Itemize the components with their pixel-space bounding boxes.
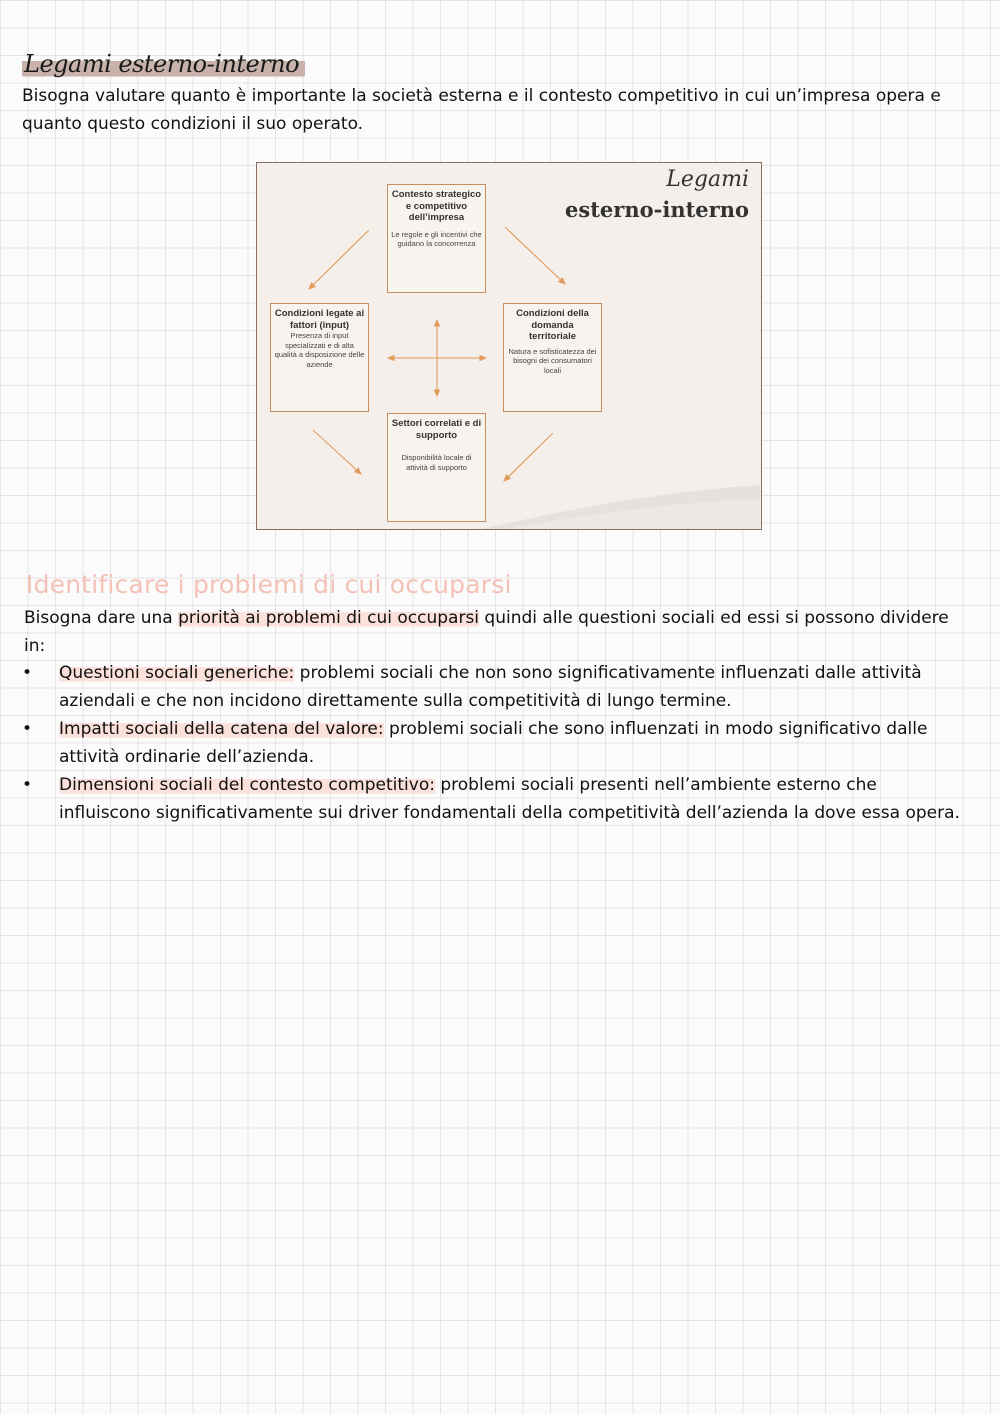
box-contesto-strategico [387,184,486,293]
section2-intro [24,604,964,660]
section-title-identificare: Identificare i problemi di cui occuparsi [26,570,512,599]
box-condizioni-fattori [270,303,369,412]
diagram-figure [256,162,762,530]
arrow-left-to-bottom [313,430,361,474]
diagram-title-line1: Legami [666,167,749,192]
arrow-top-to-right [505,227,565,284]
section-title-text: Legami esterno-interno [22,50,305,78]
list-item [24,715,964,771]
box-settori-correlati [387,413,486,522]
intro-text-after: quindi alle questioni sociali ed essi si possono dividere in: [24,608,949,656]
box-condizioni-domanda [503,303,602,412]
box-title: Condizioni legate ai fattori (input) [274,308,365,331]
intro-text-before: Bisogna dare una [24,608,179,628]
list-item [24,659,964,715]
list-item-term: Impatti sociali della catena del valore: [59,719,384,739]
box-description: Natura e sofisticatezza dei bisogni dei consumatori locali [508,346,597,375]
box-description: Disponibilità locale di attività di supporto [401,453,472,472]
list-item-text: problemi sociali che sono influenzati in modo significativo dalle attività ordinarie dell’azienda. [59,719,928,767]
section-title-legami [22,50,305,78]
box-title: Settori correlati e di supporto [391,418,482,441]
intro-highlight: priorità ai problemi di cui occuparsi [178,608,480,628]
arrow-top-to-left [309,230,369,289]
intro-paragraph: Bisogna valutare quanto è importante la società esterna e il contesto competitivo in cui un’impresa opera e quanto questo condizioni il suo operato. [22,86,941,134]
list-item-text: problemi sociali che non sono significativamente influenzati dalle attività aziendali e che non incidono direttamente sulla competitività di lungo termine. [59,663,922,711]
list-item-term: Questioni sociali generiche: [59,663,295,683]
box-description: Presenza di input specializzati e di alta qualità a disposizione delle aziende [274,331,365,369]
arrow-right-to-bottom [504,433,553,481]
issue-type-list [24,659,964,827]
list-item-text: problemi sociali presenti nell’ambiente esterno che influiscono significativamente sui driver fondamentali della competitività dell’azienda la dove essa opera. [59,775,960,823]
box-title: Condizioni della domanda territoriale [516,308,589,342]
box-title: Contesto strategico e competitivo dell’impresa [391,189,482,223]
box-description: Le regole e gli incentivi che guidano la concorrenza [391,229,482,248]
list-item [24,771,964,827]
list-item-term: Dimensioni sociali del contesto competitivo: [59,775,435,795]
diagram-title-line2: esterno-interno [565,197,749,222]
